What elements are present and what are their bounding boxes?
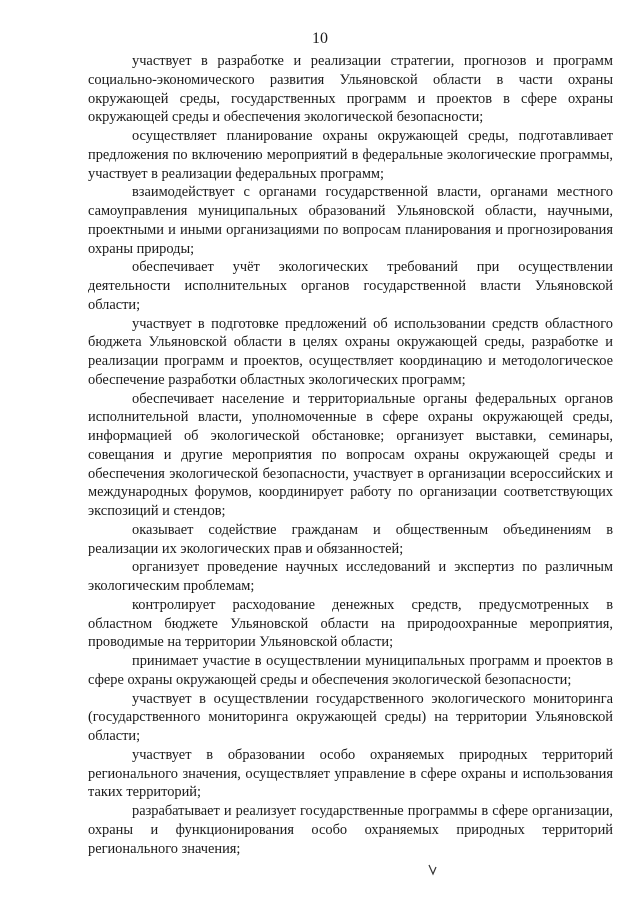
paragraph: участвует в подготовке предложений об использовании средств областного бюджета Ульяновской области в целях охраны окружающей среды, разработке и реализации программ и проектов, осуществляет координацию и методологическое обеспечение разработки областных экологических программ; [88, 315, 613, 388]
page-number: 10 [312, 30, 328, 47]
paragraph: участвует в образовании особо охраняемых природных территорий регионального значения, осуществляет управление в сфере охраны и использования таких территорий; [88, 746, 613, 801]
paragraph: разрабатывает и реализует государственные программы в сфере организации, охраны и функционирования особо охраняемых природных территорий регионального значения; [88, 803, 613, 857]
pen-mark-icon [428, 864, 437, 876]
document-body [88, 52, 613, 858]
paragraph: участвует в разработке и реализации стратегии, прогнозов и программ социально-экономического развития Ульяновской области в части охраны окружающей среды, государственных программ и проектов в сфере охраны окружающей среды и обеспечения экологической безопасности; [88, 53, 613, 126]
paragraph: контролирует расходование денежных средств, предусмотренных в областном бюджете Ульяновской области на природоохранные мероприятия, проводимые на территории Ульяновской области; [88, 596, 613, 651]
paragraph: участвует в осуществлении государственного экологического мониторинга (государственного мониторинга окружающей среды) на территории Ульяновской области; [88, 690, 613, 744]
paragraph: осуществляет планирование охраны окружающей среды, подготавливает предложения по включению мероприятий в федеральные экологические программы, участвует в реализации федеральных программ; [88, 128, 613, 182]
paragraph: взаимодействует с органами государственной власти, органами местного самоуправления муниципальных образований Ульяновской области, научными, проектными и иными организациями по вопросам планирования и прогнозирования охраны природы; [88, 184, 613, 257]
paragraph: организует проведение научных исследований и экспертиз по различным экологическим проблемам; [88, 559, 613, 594]
paragraph: обеспечивает учёт экологических требований при осуществлении деятельности исполнительных органов государственной власти Ульяновской области; [88, 259, 613, 313]
paragraph: принимает участие в осуществлении муниципальных программ и проектов в сфере охраны окружающей среды и обеспечения экологической безопасности; [88, 653, 613, 688]
paragraph: обеспечивает население и территориальные органы федеральных органов исполнительной власти, уполномоченные в сфере охраны окружающей среды, информацией об экологической обстановке; организует выставки, семинары, совещания и другие мероприятия по вопросам охраны окружающей среды и обеспечения экологической безопасности, участвует в организации всероссийских и международных форумов, координирует работу по организации соответствующих экспозиций и стендов; [88, 390, 613, 519]
paragraph: оказывает содействие гражданам и общественным объединениям в реализации их экологических прав и обязанностей; [88, 521, 613, 557]
